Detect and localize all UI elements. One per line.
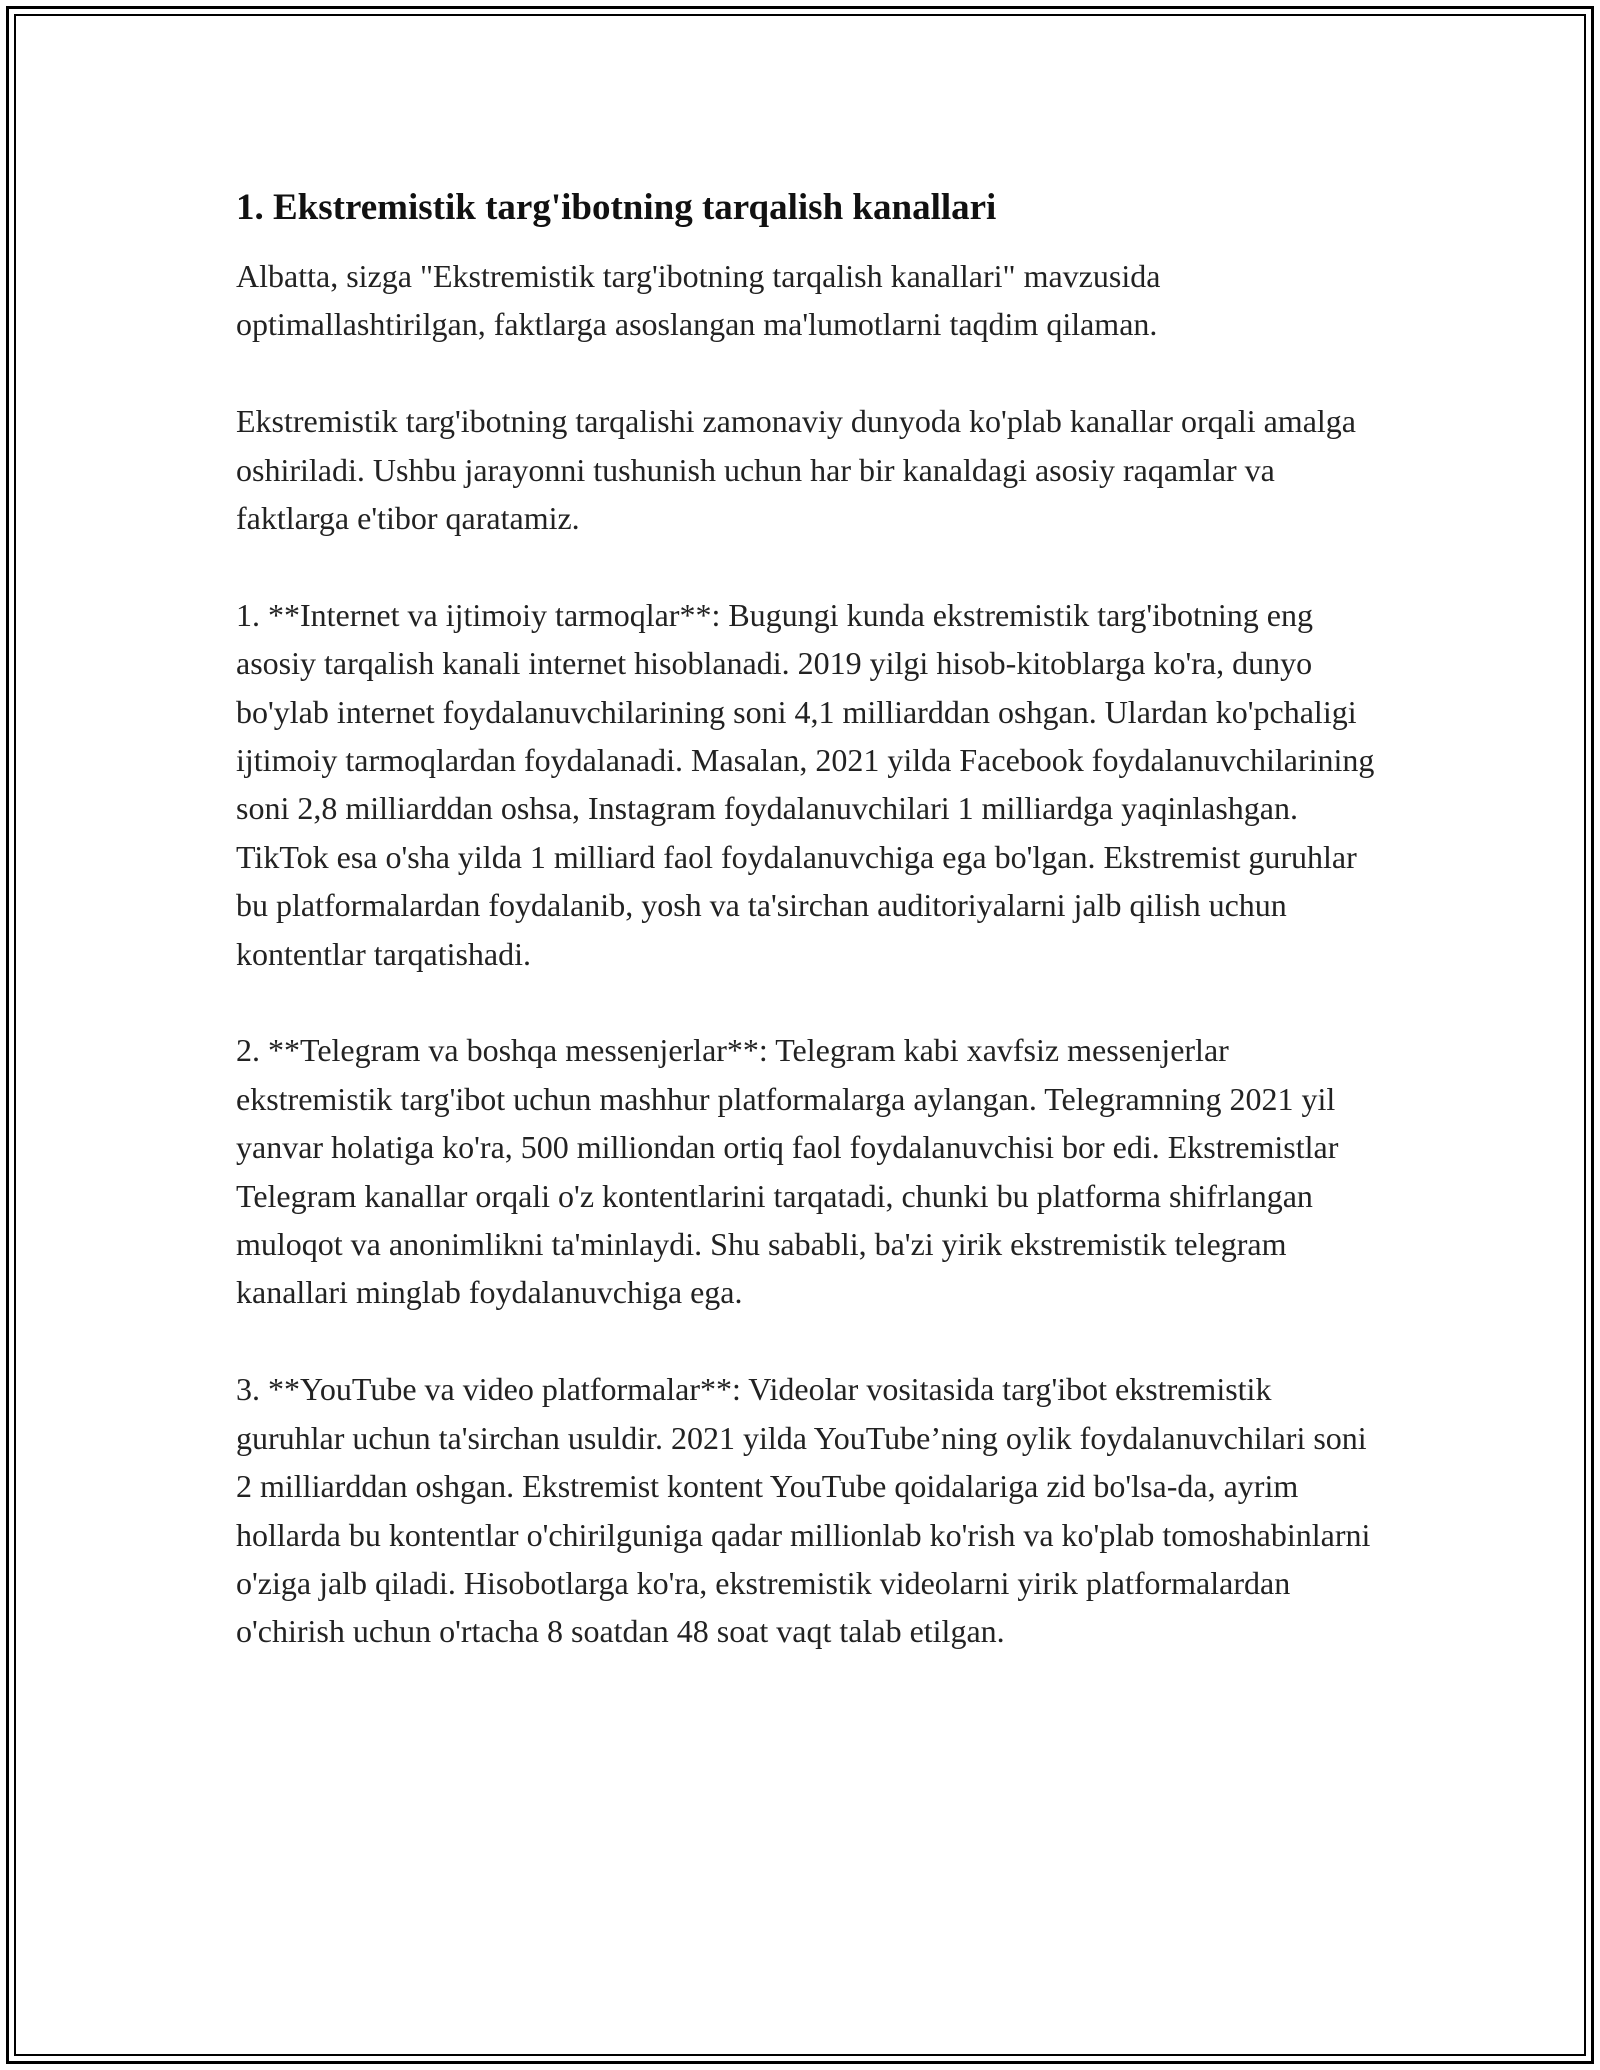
paragraph-youtube: 3. **YouTube va video platformalar**: Videolar vositasida targ'ibot ekstremistik guruhlar uchun ta'sirchan usuldir. 2021 yilda YouTube’ning oylik foydalanuvchilari soni 2 milliarddan oshgan. Ekstremist kontent YouTube qoidalariga zid bo'lsa-da, ayrim hollarda bu kontentlar o'chirilguniga qadar millionlab ko'rish va ko'plab tomoshabinlarni o'ziga jalb qiladi. Hisobotlarga ko'ra, ekstremistik videolarni yirik platformalardan o'chirish uchun o'rtacha 8 soatdan 48 soat vaqt talab etilgan.	[236, 1371, 1371, 1650]
document-title: 1. Ekstremistik targ'ibotning tarqalish kanallari	[236, 187, 997, 228]
paragraph-overview: Ekstremistik targ'ibotning tarqalishi zamonaviy dunyoda ko'plab kanallar orqali amalga oshiriladi. Ushbu jarayonni tushunish uchun har bir kanaldagi asosiy raqamlar va faktlarga e'tibor qaratamiz.	[236, 403, 1356, 537]
paragraph-telegram: 2. **Telegram va boshqa messenjerlar**: Telegram kabi xavfsiz messenjerlar ekstremistik targ'ibot uchun mashhur platformalarga aylangan. Telegramning 2021 yil yanvar holatiga ko'ra, 500 milliondan ortiq faol foydalanuvchisi bor edi. Ekstremistlar Telegram kanallar orqali o'z kontentlarini tarqatadi, chunki bu platforma shifrlangan muloqot va anonimlikni ta'minlaydi. Shu sababli, ba'zi yirik ekstremistik telegram kanallari minglab foydalanuvchiga ega.	[236, 1032, 1339, 1311]
paragraph-intro: Albatta, sizga "Ekstremistik targ'ibotning tarqalish kanallari" mavzusida optimallashtirilgan, faktlarga asoslangan ma'lumotlarni taqdim qilaman.	[236, 258, 1161, 343]
paragraph-internet-social: 1. **Internet va ijtimoiy tarmoqlar**: Bugungi kunda ekstremistik targ'ibotning eng asosiy tarqalish kanali internet hisoblanadi. 2019 yilgi hisob-kitoblarga ko'ra, dunyo bo'ylab internet foydalanuvchilarining soni 4,1 milliarddan oshgan. Ulardan ko'pchaligi ijtimoiy tarmoqlardan foydalanadi. Masalan, 2021 yilda Facebook foydalanuvchilarining soni 2,8 milliarddan oshsa, Instagram foydalanuvchilari 1 milliardga yaqinlashgan. TikTok esa o'sha yilda 1 milliard faol foydalanuvchiga ega bo'lgan. Ekstremist guruhlar bu platformalardan foydalanib, yosh va ta'sirchan auditoriyalarni jalb qilish uchun kontentlar tarqatishadi.	[236, 596, 1375, 972]
document-body	[236, 184, 1376, 1704]
